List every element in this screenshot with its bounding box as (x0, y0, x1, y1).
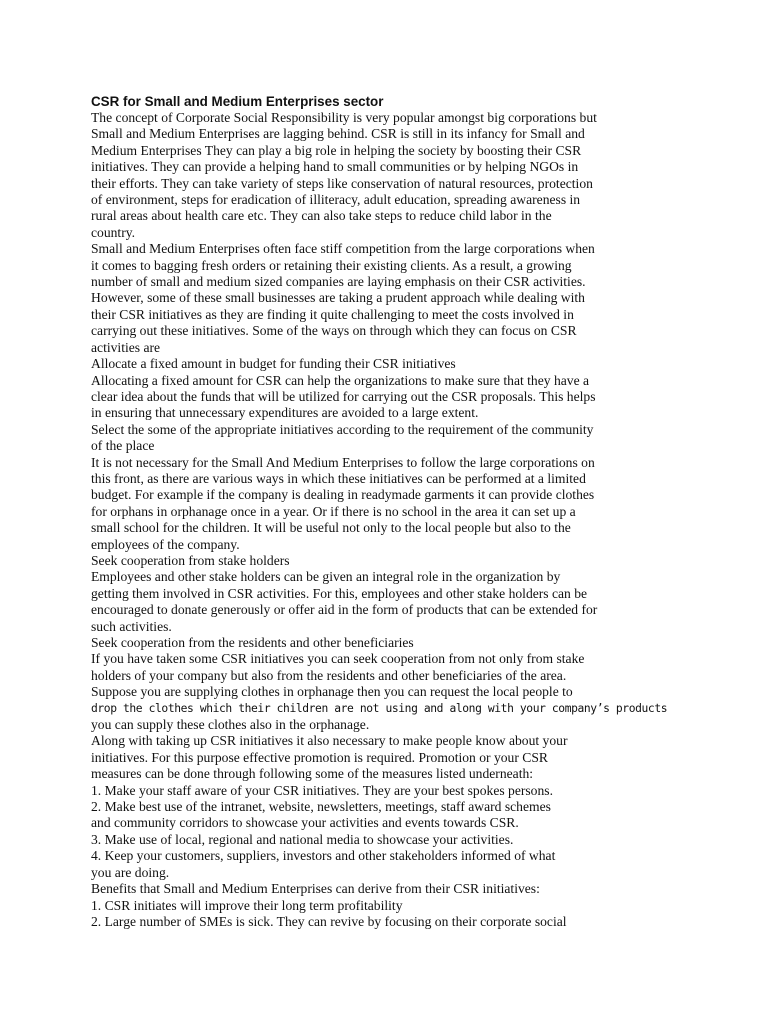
text-line: budget. For example if the company is dealing in readymade garments it can provide clothes (91, 487, 595, 503)
text-line: drop the clothes which their children are not using and along with your company’s products (91, 701, 668, 715)
text-line: rural areas about health care etc. They can also take steps to reduce child labor in the (91, 208, 552, 224)
text-line: you can supply these clothes also in the orphanage. (91, 717, 370, 733)
text-line: 2. Large number of SMEs is sick. They can revive by focusing on their corporate social (91, 913, 567, 929)
text-line: Medium Enterprises They can play a big role in helping the society by boosting their CSR (91, 142, 582, 158)
text-line: initiatives. For this purpose effective promotion is required. Promotion or your CSR (91, 749, 548, 765)
text-line: of the place (91, 438, 155, 454)
document-text (91, 110, 711, 930)
text-line: their CSR initiatives as they are finding it quite challenging to meet the costs involved in (91, 306, 574, 322)
text-line: 1. CSR initiates will improve their long term profitability (91, 897, 403, 913)
text-line: their efforts. They can take variety of steps like conservation of natural resources, protection (91, 175, 593, 191)
text-line: It is not necessary for the Small And Medium Enterprises to follow the large corporations on (91, 454, 595, 470)
text-line: such activities. (91, 618, 172, 634)
text-line: for orphans in orphanage once in a year. Or if there is no school in the area it can set up a (91, 503, 576, 519)
text-line: country. (91, 224, 136, 240)
text-line: If you have taken some CSR initiatives you can seek cooperation from not only from stake (91, 651, 585, 667)
text-line: Allocate a fixed amount in budget for funding their CSR initiatives (91, 356, 456, 372)
text-line: initiatives. They can provide a helping hand to small communities or by helping NGOs in (91, 159, 579, 175)
text-line: encouraged to donate generously or offer aid in the form of products that can be extended for (91, 602, 598, 618)
text-line: 2. Make best use of the intranet, website, newsletters, meetings, staff award schemes (91, 799, 551, 815)
text-line: activities are (91, 339, 161, 355)
text-line: employees of the company. (91, 536, 240, 552)
text-line: Along with taking up CSR initiatives it also necessary to make people know about your (91, 733, 568, 749)
text-line: this front, as there are various ways in which these initiatives can be performed at a limited (91, 470, 586, 486)
text-line: The concept of Corporate Social Responsibility is very popular amongst big corporations but (91, 110, 597, 125)
text-line: Small and Medium Enterprises are lagging behind. CSR is still in its infancy for Small and (91, 126, 585, 142)
text-line: of environment, steps for eradication of illiteracy, adult education, spreading awareness in (91, 192, 581, 208)
text-line: getting them involved in CSR activities. For this, employees and other stake holders can be (91, 585, 588, 601)
text-line: measures can be done through following some of the measures listed underneath: (91, 766, 534, 782)
text-line: small school for the children. It will be useful not only to the local people but also to the (91, 520, 571, 536)
text-line: in ensuring that unnecessary expenditures are avoided to a large extent. (91, 405, 479, 421)
text-line: Seek cooperation from the residents and other beneficiaries (91, 635, 414, 650)
text-line: 4. Keep your customers, suppliers, investors and other stakeholders informed of what (91, 848, 556, 864)
text-line: number of small and medium sized companies are laying emphasis on their CSR activities. (91, 274, 586, 290)
document-body (91, 94, 711, 930)
text-line: you are doing. (91, 864, 170, 880)
text-line: and community corridors to showcase your activities and events towards CSR. (91, 815, 519, 831)
text-line: Seek cooperation from stake holders (91, 552, 290, 568)
text-line: it comes to bagging fresh orders or retaining their existing clients. As a result, a growing (91, 257, 572, 273)
text-line: Suppose you are supplying clothes in orphanage then you can request the local people to (91, 684, 573, 700)
text-line: Allocating a fixed amount for CSR can help the organizations to make sure that they have a (91, 372, 590, 388)
text-line: clear idea about the funds that will be utilized for carrying out the CSR proposals. This helps (91, 388, 596, 404)
document-title: CSR for Small and Medium Enterprises sector (91, 94, 384, 109)
text-line: Benefits that Small and Medium Enterprises can derive from their CSR initiatives: (91, 881, 540, 897)
text-line: 3. Make use of local, regional and national media to showcase your activities. (91, 831, 514, 847)
text-line: Small and Medium Enterprises often face stiff competition from the large corporations when (91, 241, 595, 257)
text-line: holders of your company but also from the residents and other beneficiaries of the area. (91, 667, 567, 683)
text-line: Employees and other stake holders can be given an integral role in the organization by (91, 569, 561, 585)
text-line: 1. Make your staff aware of your CSR initiatives. They are your best spokes persons. (91, 782, 553, 798)
text-line: However, some of these small businesses are taking a prudent approach while dealing with (91, 290, 585, 306)
text-line: Select the some of the appropriate initiatives according to the requirement of the community (91, 421, 594, 437)
text-line: carrying out these initiatives. Some of the ways on through which they can focus on CSR (91, 323, 577, 339)
